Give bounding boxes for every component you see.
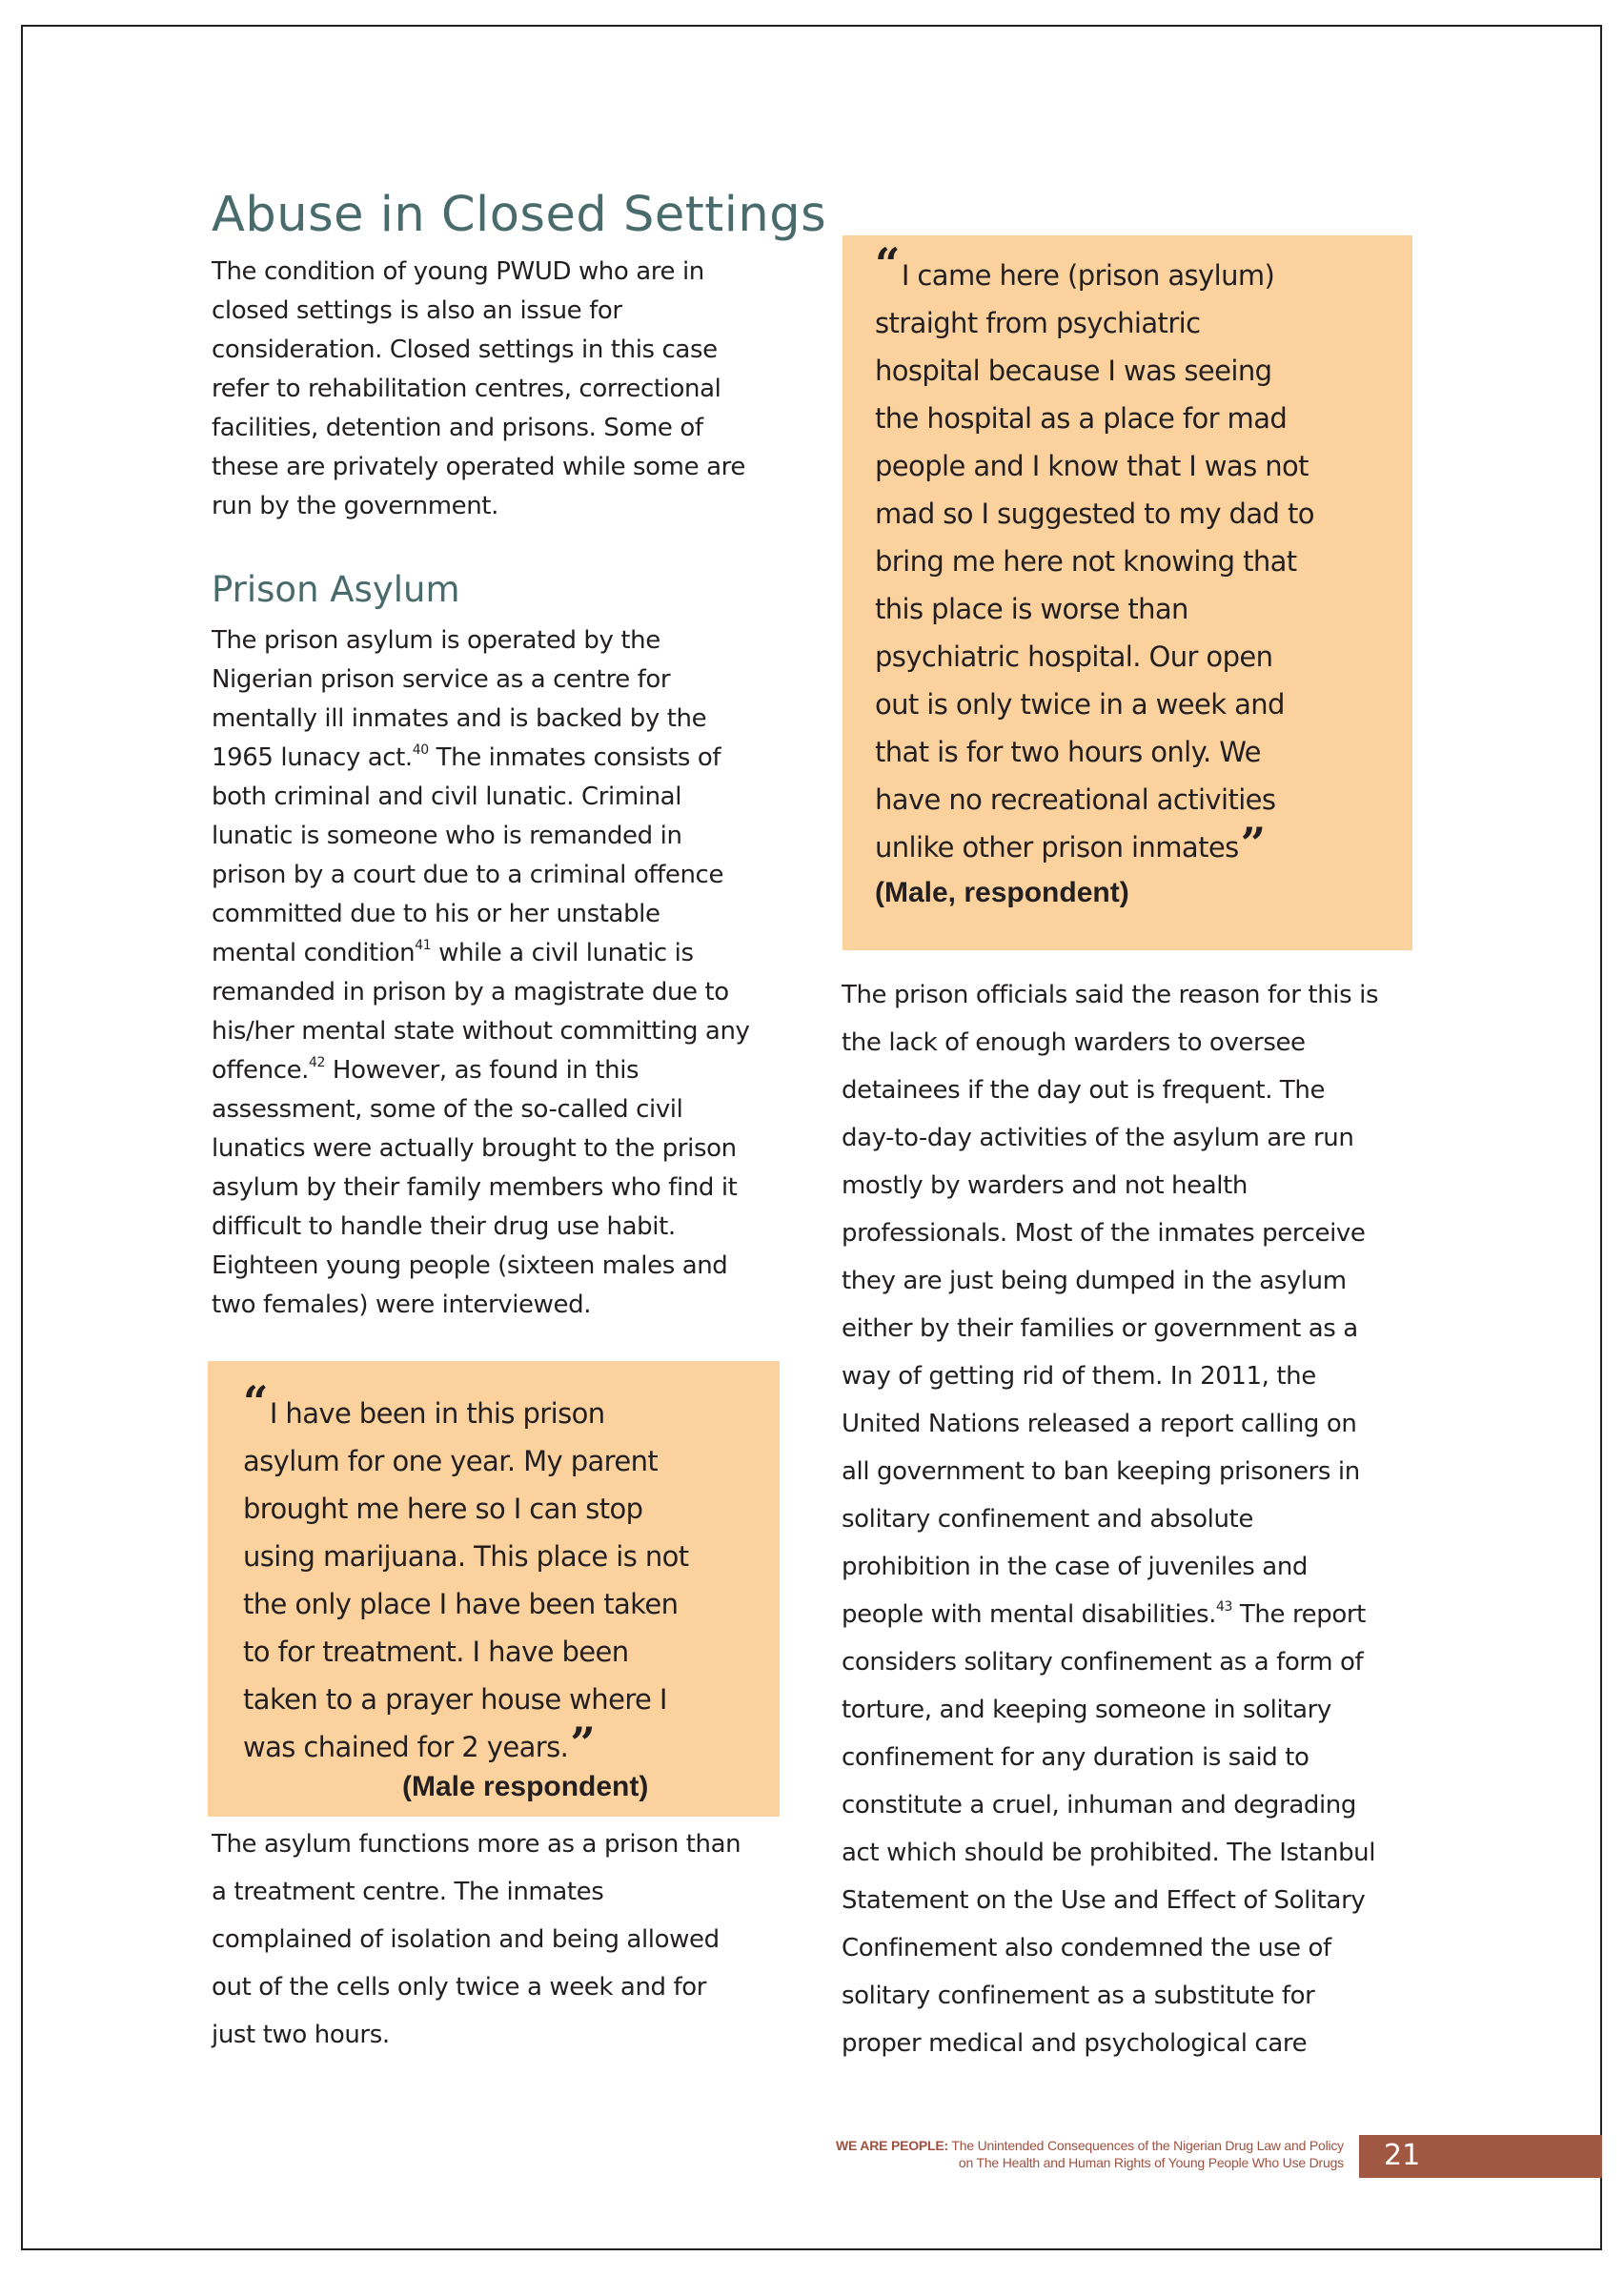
text-line bbox=[212, 817, 750, 856]
text-line bbox=[212, 778, 750, 817]
text-segment: However, as found in this bbox=[325, 1056, 639, 1085]
text-line: just two hours. bbox=[212, 2021, 390, 2049]
quote-line bbox=[875, 681, 1314, 728]
quote-line bbox=[875, 776, 1314, 823]
close-quote-icon: ” bbox=[570, 1718, 596, 1769]
text-line bbox=[842, 2020, 1378, 2067]
quote-line bbox=[243, 1676, 689, 1723]
text-line bbox=[842, 1924, 1378, 1972]
text-line bbox=[212, 1286, 750, 1325]
text-segment: Statement on the Use and Effect of Solitary bbox=[842, 1886, 1366, 1915]
text-segment: considers solitary confinement as a form of bbox=[842, 1648, 1364, 1677]
text-line bbox=[842, 1495, 1378, 1543]
text-segment: solitary confinement as a substitute for bbox=[842, 1982, 1315, 2010]
quote-line bbox=[875, 633, 1314, 681]
text-line bbox=[842, 1972, 1378, 2020]
text-line bbox=[212, 1090, 750, 1129]
text-line bbox=[212, 1012, 750, 1051]
text-segment: both criminal and civil lunatic. Criminal bbox=[212, 783, 682, 811]
text-line: facilities, detention and prisons. Some of bbox=[212, 414, 703, 442]
text-segment: United Nations released a report calling on bbox=[842, 1410, 1357, 1438]
quote-line-text: that is for two hours only. We bbox=[875, 736, 1261, 768]
text-segment: mentally ill inmates and is backed by the bbox=[212, 704, 707, 733]
text-line bbox=[212, 973, 750, 1012]
quote-line-text: out is only twice in a week and bbox=[875, 688, 1285, 721]
text-line: closed settings is also an issue for bbox=[212, 296, 622, 325]
text-line: consideration. Closed settings in this case bbox=[212, 335, 718, 364]
quote-line-text: this place is worse than bbox=[875, 593, 1188, 625]
text-segment: difficult to handle their drug use habit. bbox=[212, 1212, 676, 1241]
quote-line-text: to for treatment. I have been bbox=[243, 1636, 629, 1668]
text-segment: way of getting rid of them. In 2011, the bbox=[842, 1362, 1316, 1391]
text-line bbox=[212, 739, 750, 778]
text-segment: lunatic is someone who is remanded in bbox=[212, 822, 682, 850]
text-line bbox=[212, 700, 750, 739]
text-segment: the lack of enough warders to oversee bbox=[842, 1028, 1306, 1057]
text-segment: either by their families or government as a bbox=[842, 1314, 1358, 1343]
text-segment: prison by a court due to a criminal offence bbox=[212, 861, 724, 889]
quote-line bbox=[875, 490, 1314, 538]
quote-line-text: bring me here not knowing that bbox=[875, 545, 1297, 578]
text-line bbox=[842, 1734, 1378, 1781]
quote-right-text bbox=[875, 238, 1314, 871]
text-line bbox=[842, 1829, 1378, 1877]
text-line bbox=[212, 934, 750, 973]
section-heading-prison-asylum: Prison Asylum bbox=[212, 569, 460, 610]
text-segment: act which should be prohibited. The Istanbul bbox=[842, 1839, 1376, 1867]
text-segment: two females) were interviewed. bbox=[212, 1291, 592, 1319]
text-segment: mental condition bbox=[212, 939, 416, 967]
quote-right-attribution: (Male, respondent) bbox=[875, 877, 1129, 908]
quote-line bbox=[243, 1628, 689, 1676]
text-segment: all government to ban keeping prisoners in bbox=[842, 1457, 1360, 1486]
text-segment: Nigerian prison service as a centre for bbox=[212, 665, 671, 694]
text-line: The asylum functions more as a prison than bbox=[212, 1830, 741, 1859]
text-segment: detainees if the day out is frequent. The bbox=[842, 1076, 1326, 1105]
page-title: Abuse in Closed Settings bbox=[212, 187, 827, 243]
text-line: run by the government. bbox=[212, 492, 498, 520]
quote-line-text: I have been in this prison bbox=[269, 1397, 605, 1430]
quote-line bbox=[243, 1485, 689, 1533]
open-quote-icon: “ bbox=[875, 238, 900, 290]
quote-line-text: brought me here so I can stop bbox=[243, 1493, 643, 1525]
text-segment: professionals. Most of the inmates perceive bbox=[842, 1219, 1366, 1248]
text-segment: prohibition in the case of juveniles and bbox=[842, 1553, 1309, 1581]
text-line bbox=[842, 1448, 1378, 1495]
quote-line bbox=[243, 1718, 689, 1771]
quote-line bbox=[875, 347, 1314, 395]
text-segment: they are just being dumped in the asylum bbox=[842, 1267, 1347, 1295]
footnote-ref: 41 bbox=[415, 938, 432, 953]
quote-line-text: was chained for 2 years. bbox=[243, 1731, 569, 1763]
text-segment: The report bbox=[1232, 1600, 1366, 1629]
quote-line bbox=[243, 1580, 689, 1628]
text-line: The condition of young PWUD who are in bbox=[212, 257, 704, 286]
text-segment: Confinement also condemned the use of bbox=[842, 1934, 1331, 1962]
text-line bbox=[842, 1019, 1378, 1067]
quote-line-text: using marijuana. This place is not bbox=[243, 1540, 689, 1573]
text-line bbox=[842, 1305, 1378, 1352]
text-line bbox=[212, 895, 750, 934]
text-line bbox=[212, 1208, 750, 1247]
text-segment: constitute a cruel, inhuman and degrading bbox=[842, 1791, 1356, 1820]
text-line bbox=[842, 1162, 1378, 1210]
quote-line bbox=[875, 442, 1314, 490]
text-line bbox=[842, 1781, 1378, 1829]
text-line: out of the cells only twice a week and for bbox=[212, 1973, 707, 2002]
quote-line-text: asylum for one year. My parent bbox=[243, 1445, 659, 1477]
quote-line-text: taken to a prayer house where I bbox=[243, 1683, 667, 1716]
text-segment: offence. bbox=[212, 1056, 310, 1085]
text-segment: 1965 lunacy act. bbox=[212, 743, 413, 772]
quote-line-text: have no recreational activities bbox=[875, 783, 1276, 816]
text-segment: solitary confinement and absolute bbox=[842, 1505, 1253, 1534]
text-line bbox=[842, 1638, 1378, 1686]
text-segment: people with mental disabilities. bbox=[842, 1600, 1217, 1629]
footer-line-2: on The Health and Human Rights of Young People Who Use Drugs bbox=[958, 2155, 1344, 2170]
open-quote-icon: “ bbox=[243, 1376, 268, 1428]
text-line bbox=[212, 1051, 750, 1090]
quote-line bbox=[875, 538, 1314, 585]
right-body-paragraph bbox=[842, 971, 1378, 2067]
text-segment: confinement for any duration is said to bbox=[842, 1743, 1309, 1772]
footer-brand: WE ARE PEOPLE: bbox=[835, 2138, 948, 2153]
quote-line bbox=[875, 238, 1314, 299]
text-segment: Eighteen young people (sixteen males and bbox=[212, 1251, 728, 1280]
text-line bbox=[842, 1877, 1378, 1924]
text-line bbox=[842, 971, 1378, 1019]
text-segment: asylum by their family members who find it bbox=[212, 1173, 738, 1202]
text-segment: mostly by warders and not health bbox=[842, 1171, 1248, 1200]
text-segment: day-to-day activities of the asylum are run bbox=[842, 1124, 1354, 1152]
footnote-ref: 43 bbox=[1216, 1599, 1233, 1615]
quote-line-text: I came here (prison asylum) bbox=[901, 259, 1275, 292]
quote-line bbox=[243, 1376, 689, 1437]
quote-line-text: the hospital as a place for mad bbox=[875, 402, 1288, 435]
quote-line-text: the only place I have been taken bbox=[243, 1588, 679, 1620]
text-line: refer to rehabilitation centres, correctional bbox=[212, 375, 721, 403]
quote-line-text: straight from psychiatric bbox=[875, 307, 1201, 339]
text-segment: assessment, some of the so-called civil bbox=[212, 1095, 683, 1124]
text-segment: proper medical and psychological care bbox=[842, 2029, 1308, 2058]
text-line bbox=[842, 1067, 1378, 1114]
text-line bbox=[842, 1400, 1378, 1448]
quote-line-text: mad so I suggested to my dad to bbox=[875, 498, 1314, 530]
text-line: a treatment centre. The inmates bbox=[212, 1878, 604, 1906]
quote-line bbox=[875, 818, 1314, 871]
text-segment: remanded in prison by a magistrate due to bbox=[212, 978, 729, 1006]
quote-line bbox=[875, 395, 1314, 442]
text-line bbox=[842, 1114, 1378, 1162]
quote-line-text: psychiatric hospital. Our open bbox=[875, 640, 1273, 673]
text-line bbox=[212, 1247, 750, 1286]
text-segment: torture, and keeping someone in solitary bbox=[842, 1696, 1331, 1724]
prison-asylum-paragraph bbox=[212, 621, 750, 1325]
text-line: complained of isolation and being allowed bbox=[212, 1925, 720, 1954]
quote-line bbox=[875, 728, 1314, 776]
text-segment: committed due to his or her unstable bbox=[212, 900, 660, 928]
text-segment: The inmates consists of bbox=[428, 743, 721, 772]
text-line bbox=[212, 1169, 750, 1208]
quote-line bbox=[875, 585, 1314, 633]
quote-left-text bbox=[243, 1376, 689, 1771]
text-line bbox=[842, 1591, 1378, 1638]
page-number-bar bbox=[1359, 2135, 1602, 2178]
quote-line-text: unlike other prison inmates bbox=[875, 831, 1239, 864]
quote-line-text: hospital because I was seeing bbox=[875, 355, 1272, 387]
intro-paragraph bbox=[212, 253, 745, 526]
after-quote-paragraph bbox=[212, 1820, 741, 2059]
quote-line-text: people and I know that I was not bbox=[875, 450, 1309, 482]
page-number: 21 bbox=[1384, 2139, 1421, 2172]
text-line bbox=[212, 1129, 750, 1169]
quote-line bbox=[875, 299, 1314, 347]
footer-publication-title bbox=[836, 2137, 1344, 2171]
text-line bbox=[212, 661, 750, 700]
text-line: these are privately operated while some are bbox=[212, 453, 745, 481]
footnote-ref: 40 bbox=[412, 742, 429, 758]
text-segment: lunatics were actually brought to the prison bbox=[212, 1134, 737, 1163]
text-segment: while a civil lunatic is bbox=[431, 939, 694, 967]
text-line bbox=[842, 1352, 1378, 1400]
quote-line bbox=[243, 1437, 689, 1485]
text-line bbox=[842, 1210, 1378, 1257]
text-line bbox=[842, 1686, 1378, 1734]
text-line bbox=[842, 1543, 1378, 1591]
close-quote-icon: ” bbox=[1240, 818, 1266, 869]
text-line bbox=[212, 621, 750, 661]
text-line bbox=[212, 856, 750, 895]
quote-left-attribution: (Male respondent) bbox=[402, 1771, 649, 1802]
footer-line-1: The Unintended Consequences of the Nigerian Drug Law and Policy bbox=[948, 2138, 1344, 2153]
text-line bbox=[842, 1257, 1378, 1305]
text-segment: The prison asylum is operated by the bbox=[212, 626, 660, 655]
quote-line bbox=[243, 1533, 689, 1580]
text-segment: his/her mental state without committing any bbox=[212, 1017, 750, 1046]
text-segment: The prison officials said the reason for this is bbox=[842, 981, 1379, 1009]
footnote-ref: 42 bbox=[309, 1055, 326, 1070]
